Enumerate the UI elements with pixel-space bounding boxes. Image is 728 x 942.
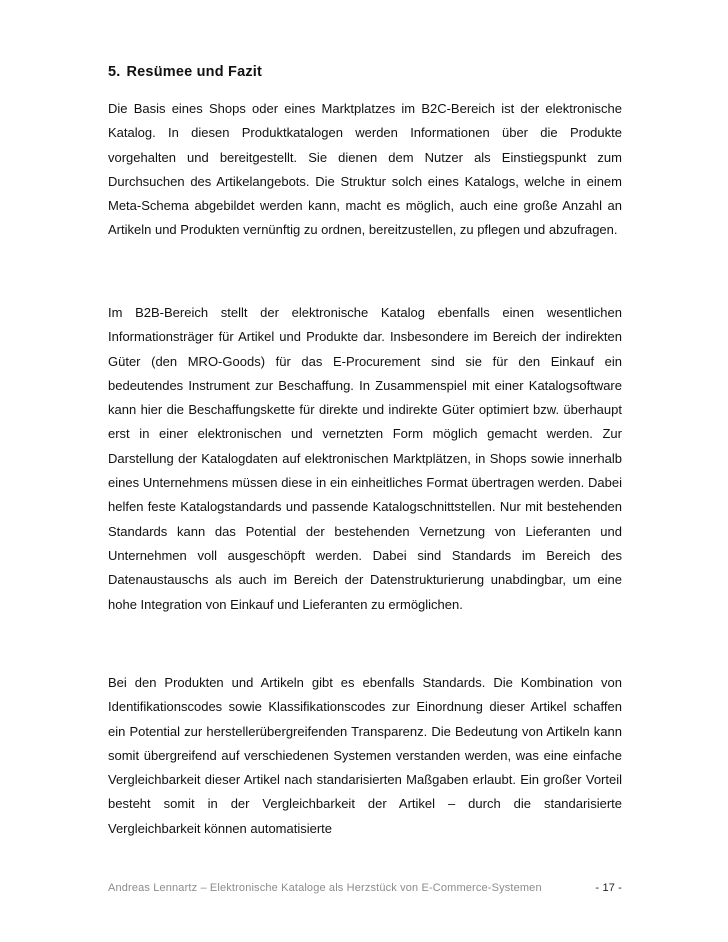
document-page [108, 0, 622, 942]
paragraph-2: Im B2B-Bereich stellt der elektronische Katalog ebenfalls einen wesentlichen Informationsträger für Artikel und Produkte dar. Insbesondere im Bereich der indirekten Güter (den MRO-Goods) für das E-Procurement sind sie für den Einkauf ein bedeutendes Instrument zur Beschaffung. In Zusammenspiel mit einer Katalogsoftware kann hier die Beschaffungskette für direkte und indirekte Güter optimiert bzw. überhaupt erst in einer elektronischen und vernetzten Form möglich gemacht werden. Zur Darstellung der Katalogdaten auf elektronischen Marktplätzen, in Shops sowie innerhalb eines Unternehmens müssen diese in ein einheitliches Format übertragen werden. Dabei helfen feste Katalogstandards und passende Katalogschnittstellen. Nur mit bestehenden Standards kann das Potential der bestehenden Vernetzung von Lieferanten und Unternehmen voll ausgeschöpft werden. Dabei sind Standards im Bereich des Datenaustauschs als auch im Bereich der Datenstrukturierung unabdingbar, um eine hohe Integration von Einkauf und Lieferanten zu ermöglichen. [108, 305, 622, 612]
page-footer [108, 882, 622, 894]
footer-text: Andreas Lennartz – Elektronische Kataloge als Herzstück von E-Commerce-Systemen [108, 882, 542, 894]
section-heading [108, 64, 262, 80]
page-number: - 17 - [595, 882, 622, 894]
section-number: 5. [108, 64, 121, 80]
paragraph-1: Die Basis eines Shops oder eines Marktplatzes im B2C-Bereich ist der elektronische Katalog. In diesen Produktkatalogen werden Informationen über die Produkte vorgehalten und bereitgestellt. Sie dienen dem Nutzer als Einstiegspunkt zum Durchsuchen des Artikelangebots. Die Struktur solch eines Katalogs, welche in einem Meta-Schema abgebildet werden kann, macht es möglich, auch eine große Anzahl an Artikeln und Produkten vernünftig zu ordnen, bereitzustellen, zu pflegen und abzufragen. [108, 101, 622, 238]
paragraph-3: Bei den Produkten und Artikeln gibt es ebenfalls Standards. Die Kombination von Identifikationscodes sowie Klassifikationscodes zur Einordnung dieser Artikel schaffen ein Potential zur herstellerübergreifenden Transparenz. Die Bedeutung von Artikeln kann somit übergreifend auf verschiedenen Systemen verstanden werden, was eine einfache Vergleichbarkeit dieser Artikel nach standarisierten Maßgaben erlaubt. Ein großer Vorteil besteht somit in der Vergleichbarkeit der Artikel – durch die standarisierte Vergleichbarkeit können automatisierte [108, 675, 622, 836]
section-title: Resümee und Fazit [126, 64, 263, 80]
